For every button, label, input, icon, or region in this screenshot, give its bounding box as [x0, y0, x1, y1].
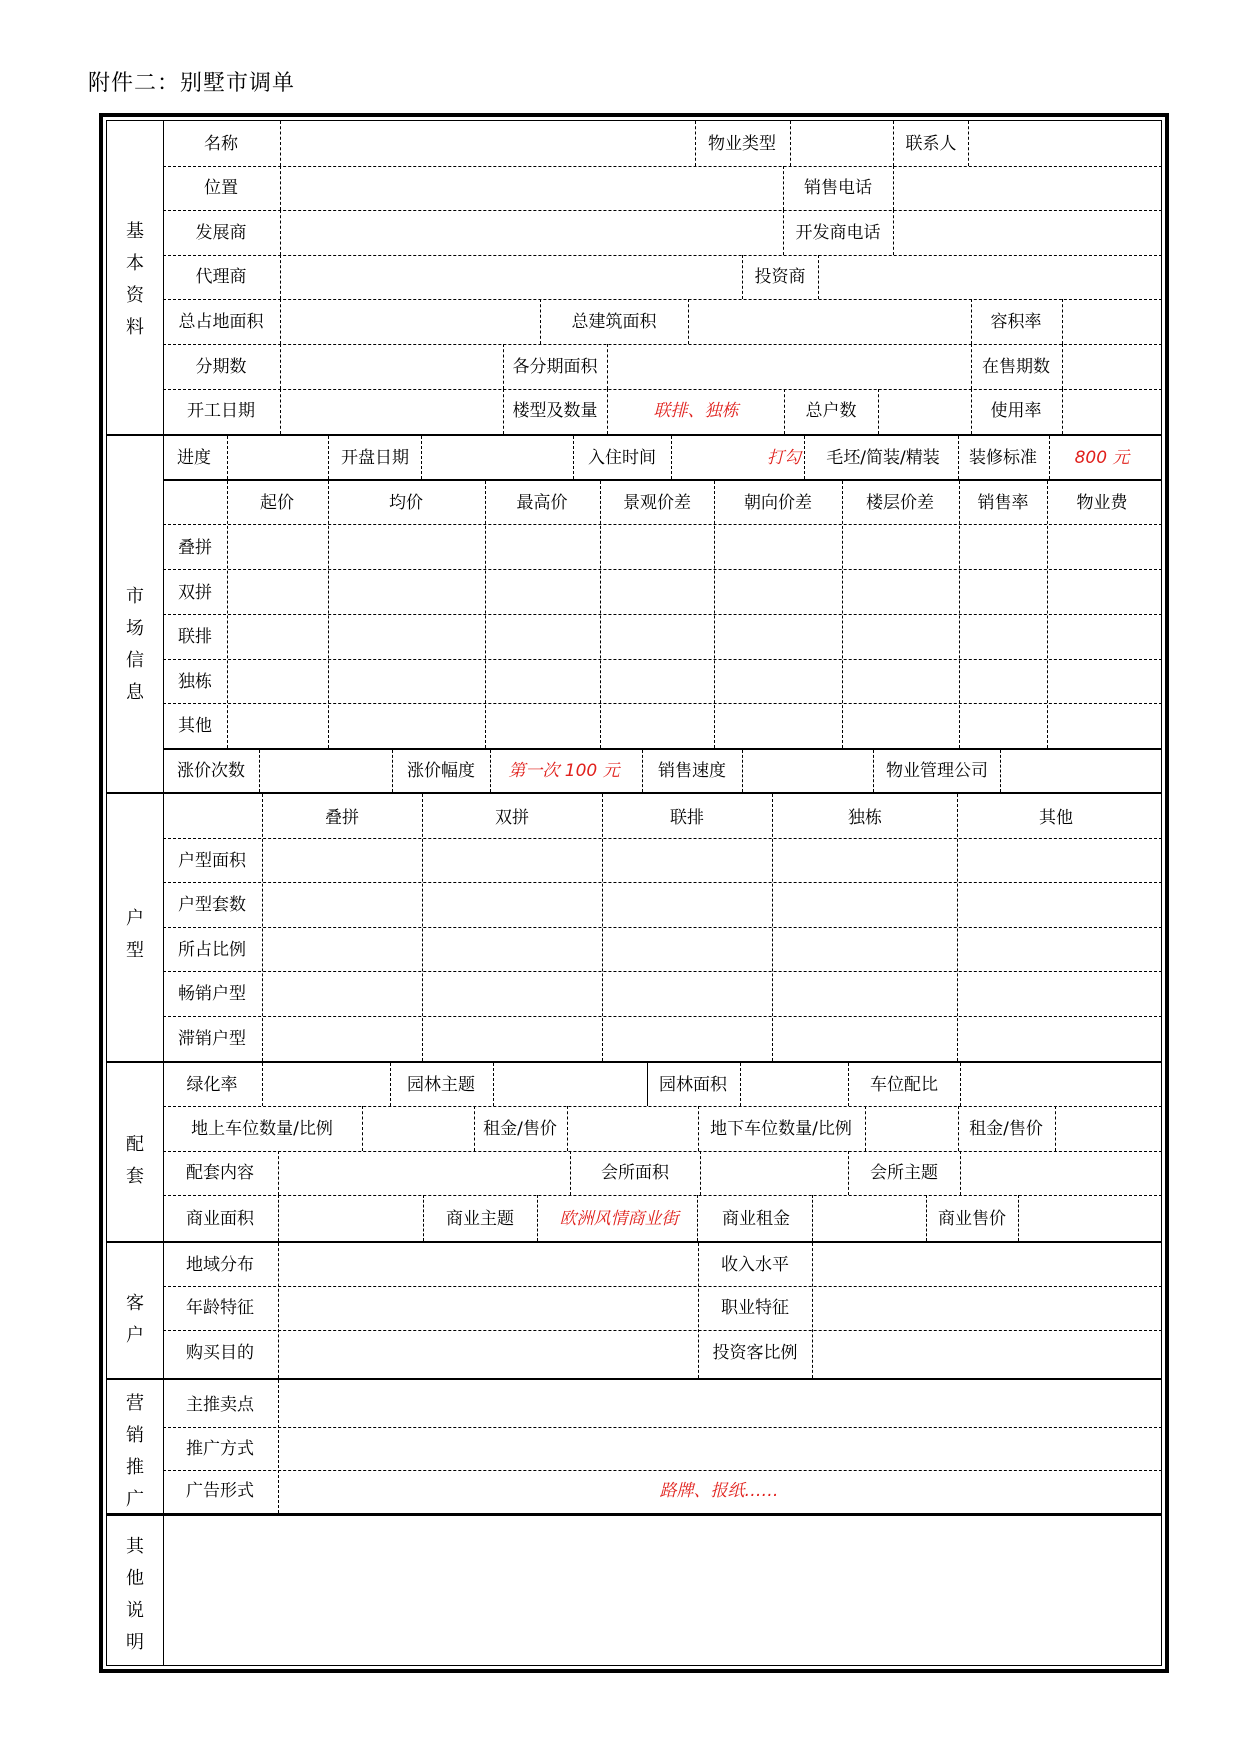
row-line: [163, 1016, 1162, 1017]
row-line: [163, 659, 1162, 660]
row-line: [163, 703, 1162, 704]
col-line: [957, 794, 958, 1061]
label-rise-range: 涨价幅度: [407, 761, 475, 781]
unit-row-label: 所占比例: [178, 940, 246, 960]
category-column-divider: [163, 120, 164, 1666]
cell-line: [540, 299, 541, 344]
row-line: [163, 1330, 1162, 1331]
cell-line: [421, 436, 422, 479]
cell-line: [573, 436, 574, 479]
label-developer-phone: 开发商电话: [795, 223, 881, 243]
label-promotion: 推广方式: [186, 1439, 254, 1459]
unit-header: 其他: [1039, 808, 1073, 828]
cell-line: [812, 1243, 813, 1378]
section-market-label: 市 场 信 息: [126, 586, 144, 703]
cell-line: [742, 750, 743, 792]
label-rent-price-2: 租金/售价: [969, 1119, 1043, 1139]
section-other-label: 其 他 说 明: [126, 1536, 144, 1653]
col-line: [262, 794, 263, 1061]
cell-line: [1018, 1195, 1019, 1241]
cell-line: [503, 389, 504, 434]
unit-header: 独栋: [848, 808, 882, 828]
label-commercial-area: 商业面积: [186, 1209, 254, 1229]
cell-line: [790, 121, 791, 166]
cell-line: [783, 210, 784, 255]
cell-line: [893, 210, 894, 255]
label-phases: 分期数: [195, 357, 247, 377]
cell-line: [392, 750, 393, 792]
label-move-in: 入住时间: [588, 448, 656, 468]
label-garden-theme: 园林主题: [407, 1075, 475, 1095]
row-line: [163, 255, 1162, 256]
label-finish-type: 毛坯/简装/精装: [826, 448, 940, 468]
label-parking-ratio: 车位配比: [870, 1075, 938, 1095]
building-types-example: 联排、独栋: [653, 401, 739, 421]
cell-line: [278, 1380, 279, 1513]
label-location: 位置: [204, 178, 238, 198]
cell-line: [503, 344, 504, 389]
cell-line: [695, 121, 696, 166]
row-line: [163, 614, 1162, 615]
label-selling-points: 主推卖点: [186, 1395, 254, 1415]
label-land-area: 总占地面积: [178, 312, 264, 332]
cell-line: [784, 389, 785, 434]
label-facility-content: 配套内容: [186, 1163, 254, 1183]
price-header: 起价: [260, 493, 294, 513]
price-row-label: 独栋: [178, 672, 212, 692]
label-commercial-price: 商业售价: [938, 1209, 1006, 1229]
label-ad-form: 广告形式: [186, 1481, 254, 1501]
label-agent: 代理商: [195, 267, 247, 287]
section-separator: [106, 1241, 1162, 1243]
cell-line: [278, 1243, 279, 1378]
row-line: [163, 1286, 1162, 1287]
price-header: 朝向价差: [744, 493, 812, 513]
cell-line: [1062, 344, 1063, 389]
commercial-theme-example: 欧洲风情商业街: [559, 1209, 679, 1229]
cell-line: [1055, 1106, 1056, 1151]
label-decor-standard: 装修标准: [969, 448, 1037, 468]
col-line: [422, 794, 423, 1061]
page-title: 附件二：别墅市调单: [88, 71, 296, 96]
cell-line: [671, 436, 672, 479]
cell-line: [848, 1151, 849, 1195]
cell-line: [262, 1063, 263, 1106]
label-investor: 投资商: [754, 267, 806, 287]
label-opening-date: 开盘日期: [341, 448, 409, 468]
cell-line: [971, 299, 972, 344]
col-line: [959, 481, 960, 748]
label-progress: 进度: [177, 448, 211, 468]
cell-line: [783, 166, 784, 210]
col-line: [1047, 481, 1048, 748]
label-region: 地域分布: [186, 1255, 254, 1275]
cell-line: [280, 389, 281, 434]
row-line: [163, 882, 1162, 883]
row-line: [163, 1470, 1162, 1471]
cell-line: [278, 1151, 279, 1195]
cell-line: [873, 750, 874, 792]
label-above-parking: 地上车位数量/比例: [191, 1119, 333, 1139]
col-line: [485, 481, 486, 748]
section-separator: [106, 1513, 1162, 1516]
row-line: [163, 1195, 1162, 1196]
cell-line: [958, 436, 959, 479]
price-header: 均价: [389, 493, 423, 513]
cell-line: [362, 1106, 363, 1151]
col-line: [772, 794, 773, 1061]
cell-line: [742, 255, 743, 299]
price-row-label: 联排: [178, 627, 212, 647]
label-households: 总户数: [805, 401, 857, 421]
row-line: [163, 1427, 1162, 1428]
cell-line: [259, 750, 260, 792]
label-purpose: 购买目的: [186, 1343, 254, 1363]
price-header: 景观价差: [623, 493, 691, 513]
unit-header: 叠拼: [325, 808, 359, 828]
price-row-label: 双拼: [178, 583, 212, 603]
unit-row-label: 畅销户型: [178, 984, 246, 1004]
section-separator: [106, 1378, 1162, 1380]
section-basic-label: 基 本 资 料: [126, 221, 144, 338]
unit-header: 双拼: [495, 808, 529, 828]
label-sales-phone: 销售电话: [804, 178, 872, 198]
unit-row-label: 户型面积: [178, 851, 246, 871]
cell-line: [960, 1151, 961, 1195]
cell-line: [647, 1063, 648, 1106]
cell-line: [280, 166, 281, 210]
cell-line: [1049, 436, 1050, 479]
price-row-label: 其他: [178, 716, 212, 736]
label-rent-price: 租金/售价: [483, 1119, 557, 1139]
cell-line: [490, 750, 491, 792]
cell-line: [570, 1151, 571, 1195]
section-separator: [106, 792, 1162, 794]
section-separator: [106, 434, 1162, 436]
cell-line: [740, 1063, 741, 1106]
row-line: [163, 971, 1162, 972]
row-line: [163, 1151, 1162, 1152]
cell-line: [971, 389, 972, 434]
col-line: [602, 794, 603, 1061]
row-line: [163, 569, 1162, 570]
price-header: 楼层价差: [866, 493, 934, 513]
cell-line: [971, 344, 972, 389]
label-club-area: 会所面积: [601, 1163, 669, 1183]
label-far: 容积率: [990, 312, 1042, 332]
cell-line: [878, 389, 879, 434]
ad-form-example: 路牌、报纸……: [659, 1481, 779, 1501]
cell-line: [818, 255, 819, 299]
cell-line: [865, 1106, 866, 1151]
cell-line: [960, 1063, 961, 1106]
label-developer: 发展商: [195, 223, 247, 243]
row-line: [163, 838, 1162, 839]
section-marketing-label: 营 销 推 广: [126, 1393, 144, 1510]
label-club-theme: 会所主题: [870, 1163, 938, 1183]
label-price-rises: 涨价次数: [177, 761, 245, 781]
cell-line: [280, 255, 281, 299]
section-separator: [106, 1061, 1162, 1063]
row-line: [163, 524, 1162, 525]
cell-line: [474, 1106, 475, 1151]
label-commercial-theme: 商业主题: [446, 1209, 514, 1229]
cell-line: [423, 1195, 424, 1241]
label-under-parking: 地下车位数量/比例: [710, 1119, 852, 1139]
label-gross-area: 总建筑面积: [571, 312, 657, 332]
unit-header: 联排: [670, 808, 704, 828]
col-line: [328, 481, 329, 748]
cell-line: [607, 344, 608, 389]
cell-line: [390, 1063, 391, 1106]
cell-line: [698, 1106, 699, 1151]
label-property-type: 物业类型: [708, 134, 776, 154]
row-line: [163, 166, 1162, 167]
cell-line: [607, 389, 608, 434]
cell-line: [804, 436, 805, 479]
cell-line: [280, 344, 281, 389]
row-line: [163, 344, 1162, 345]
cell-line: [697, 1195, 698, 1241]
col-line: [600, 481, 601, 748]
col-line: [714, 481, 715, 748]
cell-line: [893, 166, 894, 210]
cell-line: [1000, 750, 1001, 792]
label-phase-on-sale: 在售期数: [982, 357, 1050, 377]
tick-note: 打勾: [767, 448, 801, 468]
price-header: 最高价: [516, 493, 568, 513]
unit-row-label: 滞销户型: [178, 1029, 246, 1049]
market-sub-separator: [163, 748, 1162, 750]
label-phase-area: 各分期面积: [512, 357, 598, 377]
section-unit-label: 户 型: [126, 908, 144, 961]
label-usage-rate: 使用率: [990, 401, 1042, 421]
label-occupation: 职业特征: [721, 1298, 789, 1318]
cell-line: [812, 1195, 813, 1241]
cell-line: [698, 1243, 699, 1378]
cell-line: [958, 1106, 959, 1151]
cell-line: [278, 1195, 279, 1241]
label-green-rate: 绿化率: [186, 1075, 238, 1095]
label-age: 年龄特征: [186, 1298, 254, 1318]
cell-line: [700, 1151, 701, 1195]
label-sales-speed: 销售速度: [658, 761, 726, 781]
section-facility-label: 配 套: [126, 1134, 144, 1187]
cell-line: [1062, 389, 1063, 434]
price-header: 物业费: [1076, 493, 1128, 513]
label-start-date: 开工日期: [187, 401, 255, 421]
label-garden-area: 园林面积: [659, 1075, 727, 1095]
label-name: 名称: [204, 134, 238, 154]
section-customer-label: 客 户: [126, 1293, 144, 1346]
cell-line: [280, 299, 281, 344]
row-line: [163, 299, 1162, 300]
cell-line: [537, 1195, 538, 1241]
label-pm-company: 物业管理公司: [886, 761, 988, 781]
cell-line: [567, 1106, 568, 1151]
col-line: [842, 481, 843, 748]
cell-line: [688, 299, 689, 344]
decor-example: 800 元: [1074, 448, 1130, 468]
label-commercial-rent: 商业租金: [722, 1209, 790, 1229]
cell-line: [1062, 299, 1063, 344]
label-investor-ratio: 投资客比例: [712, 1343, 798, 1363]
price-row-label: 叠拼: [178, 538, 212, 558]
label-contact: 联系人: [905, 134, 957, 154]
form-inner-border: [106, 120, 1162, 1666]
price-header: 销售率: [977, 493, 1029, 513]
cell-line: [280, 121, 281, 166]
col-line: [227, 481, 228, 748]
row-line: [163, 389, 1162, 390]
cell-line: [968, 121, 969, 166]
cell-line: [893, 121, 894, 166]
market-sub-separator: [163, 479, 1162, 481]
row-line: [163, 210, 1162, 211]
cell-line: [926, 1195, 927, 1241]
cell-line: [493, 1063, 494, 1106]
cell-line: [328, 436, 329, 479]
row-line: [163, 1106, 1162, 1107]
row-line: [163, 927, 1162, 928]
label-building-types: 楼型及数量: [512, 401, 598, 421]
cell-line: [227, 436, 228, 479]
cell-line: [280, 210, 281, 255]
unit-row-label: 户型套数: [178, 895, 246, 915]
cell-line: [642, 750, 643, 792]
rise-example: 第一次 100 元: [508, 761, 620, 781]
cell-line: [848, 1063, 849, 1106]
label-income: 收入水平: [721, 1255, 789, 1275]
